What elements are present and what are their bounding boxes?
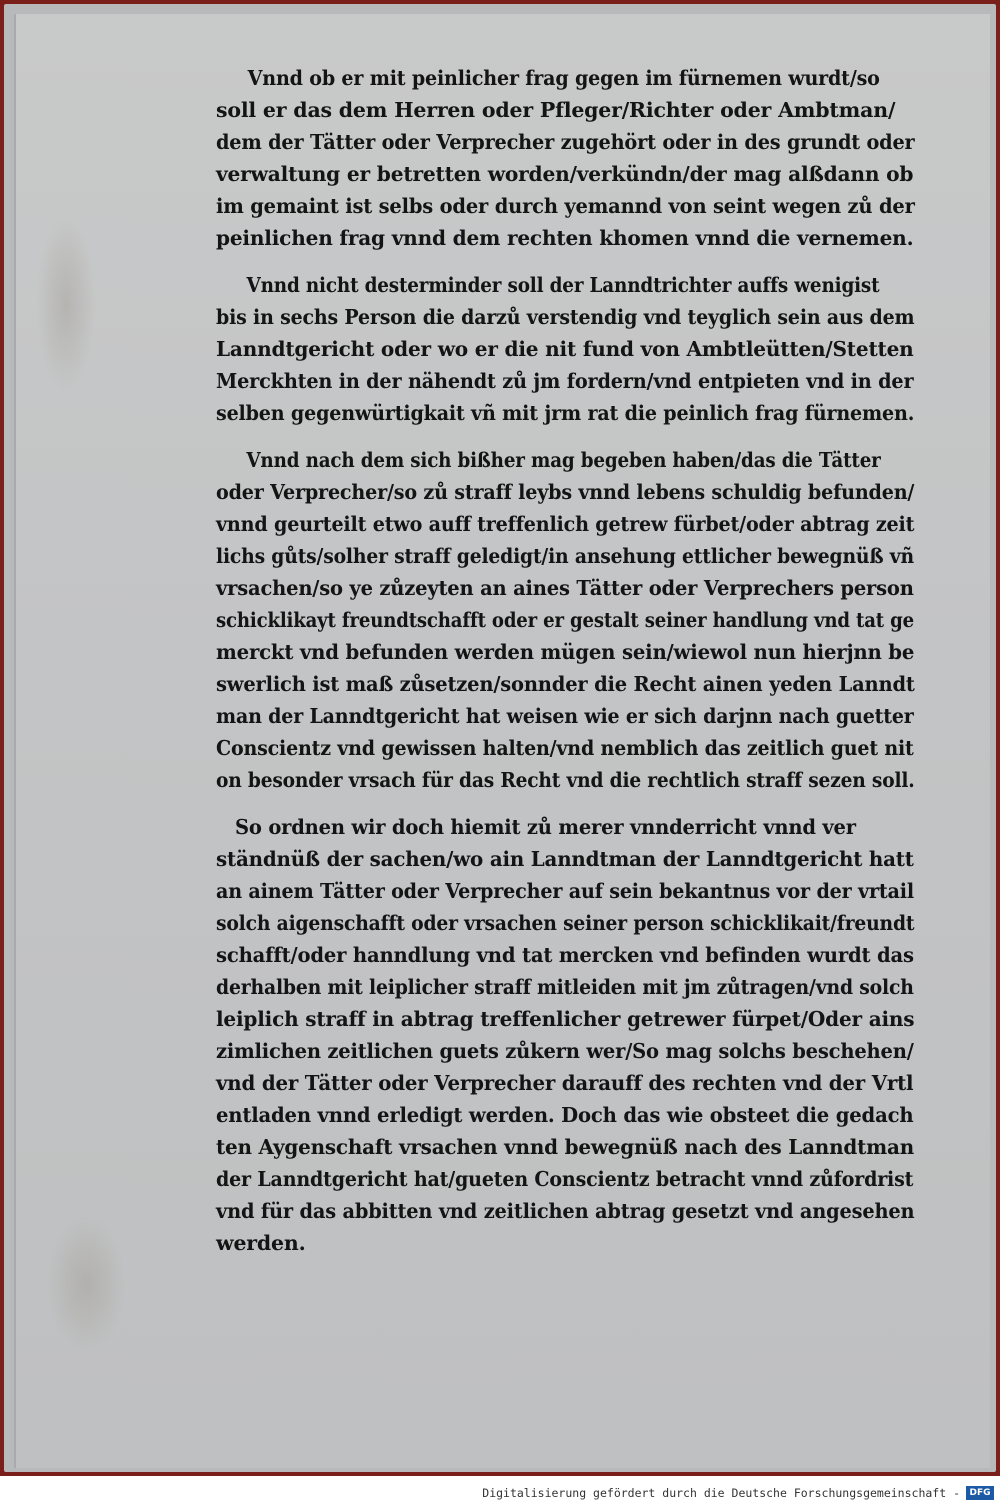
document-body	[216, 62, 914, 1259]
text-line: entladen vnnd erledigt werden. Doch das wie obsteet die gedach	[216, 1103, 914, 1127]
funding-credit: Digitalisierung gefördert durch die Deutsche Forschungsgemeinschaft -	[482, 1486, 960, 1500]
paragraph	[216, 811, 914, 1259]
text-line: schafft/oder hanndlung vnd tat mercken vnd befinden wurdt das	[216, 943, 914, 967]
text-line: im gemaint ist selbs oder durch yemannd von seint wegen zů der	[216, 194, 915, 218]
text-line: dem der Tätter oder Verprecher zugehört oder in des grundt oder	[216, 130, 915, 154]
text-line: vnd der Tätter oder Verprecher darauff des rechten vnd der Vrtl	[216, 1071, 914, 1095]
text-line: Vnnd nach dem sich bißher mag begeben haben/das die Tätter	[246, 448, 881, 472]
text-line: werden.	[216, 1231, 306, 1255]
text-line: schicklikayt freundtschafft oder er gestalt seiner handlung vnd tat ge	[216, 608, 914, 632]
text-line: ten Aygenschaft vrsachen vnnd bewegnüß nach des Lanndtman	[216, 1135, 915, 1159]
text-line: So ordnen wir doch hiemit zů merer vnnderricht vnnd ver	[235, 815, 856, 839]
text-line: solch aigenschafft oder vrsachen seiner person schicklikait/freundt	[216, 911, 915, 935]
text-line: vnnd geurteilt etwo auff treffenlich getrew fürbet/oder abtrag zeit	[216, 512, 915, 536]
text-line: Vnnd ob er mit peinlicher frag gegen im fürnemen wurdt/so	[247, 66, 880, 90]
text-line: zimlichen zeitlichen guets zůkern wer/So mag solchs beschehen/	[216, 1039, 914, 1063]
text-line: vrsachen/so ye zůzeyten an aines Tätter oder Verprechers person	[216, 576, 914, 600]
text-line: der Lanndtgericht hat/gueten Conscientz betracht vnnd zůfordrist	[216, 1167, 914, 1191]
text-line: Vnnd nicht desterminder soll der Lanndtrichter auffs wenigist	[246, 273, 880, 297]
text-line: peinlichen frag vnnd dem rechten khomen vnnd die vernemen.	[216, 226, 914, 250]
text-line: oder Verprecher/so zů straff leybs vnnd lebens schuldig befunden/	[216, 480, 915, 504]
text-line: derhalben mit leiplicher straff mitleiden mit jm zůtragen/vnd solch	[216, 975, 914, 999]
text-line: ständnüß der sachen/wo ain Lanndtman der Lanndtgericht hatt	[216, 847, 914, 871]
text-line: merckt vnd befunden werden mügen sein/wiewol nun hierjnn be	[216, 640, 915, 664]
text-line: swerlich ist maß zůsetzen/sonnder die Recht ainen yeden Lanndt	[216, 672, 915, 696]
paper-stain	[46, 1214, 126, 1354]
text-line: Lanndtgericht oder wo er die nit fund von Ambtleütten/Stetten	[216, 337, 914, 361]
dfg-logo: DFG	[966, 1486, 994, 1500]
text-line: leiplich straff in abtrag treffenlicher getrewer fürpet/Oder ains	[216, 1007, 915, 1031]
text-line: lichs gůts/solher straff geledigt/in ansehung ettlicher bewegnüß vñ	[216, 544, 914, 568]
text-line: selben gegenwürtigkait vñ mit jrm rat die peinlich frag fürnemen.	[216, 401, 915, 425]
paragraph	[216, 269, 914, 429]
text-line: vnd für das abbitten vnd zeitlichen abtrag gesetzt vnd angesehen	[216, 1199, 915, 1223]
text-line: Conscientz vnd gewissen halten/vnd nemblich das zeitlich guet nit	[216, 736, 914, 760]
text-line: soll er das dem Herren oder Pfleger/Richter oder Ambtman/	[216, 98, 896, 122]
footer-bar	[0, 1476, 1000, 1506]
text-line: bis in sechs Person die darzů verstendig vnd teyglich sein aus dem	[216, 305, 915, 329]
text-line: Merckhten in der nähendt zů jm fordern/vnd entpieten vnd in der	[216, 369, 914, 393]
text-line: verwaltung er betretten worden/verkündn/der mag alßdann ob	[216, 162, 914, 186]
paper-stain	[36, 214, 96, 394]
paragraph	[216, 444, 914, 796]
paragraph	[216, 62, 914, 254]
text-line: an ainem Tätter oder Verprecher auf sein bekantnus vor der vrtail	[216, 879, 914, 903]
text-line: man der Lanndtgericht hat weisen wie er sich darjnn nach guetter	[216, 704, 914, 728]
text-line: on besonder vrsach für das Recht vnd die rechtlich straff sezen soll.	[216, 768, 915, 792]
